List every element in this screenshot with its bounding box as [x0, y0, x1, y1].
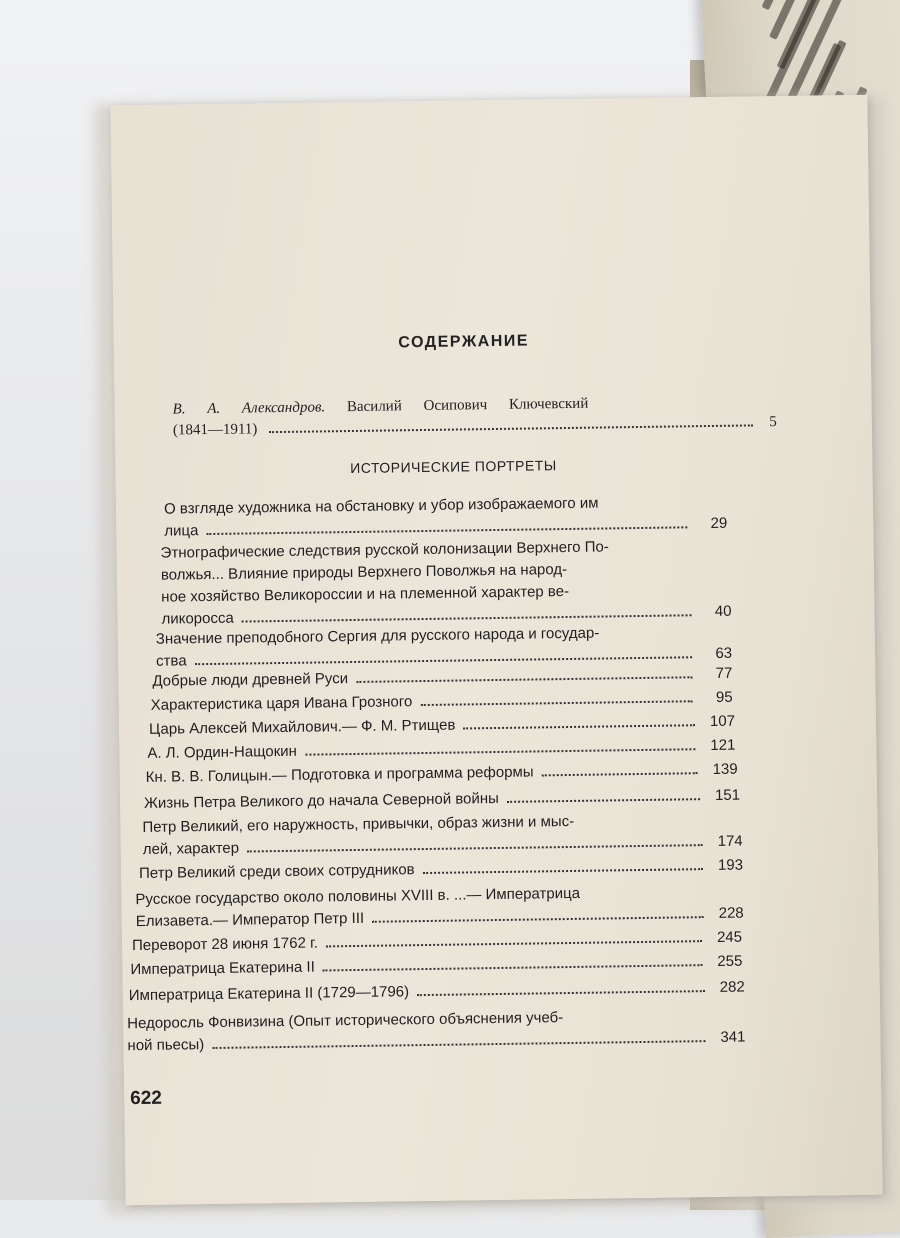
toc-page-number: 151 [714, 786, 741, 804]
intro-title: Василий Осипович Ключевский [346, 395, 589, 416]
toc-page-number: 40 [714, 602, 732, 620]
toc-entry-line: Императрица Екатерина II [130, 958, 315, 979]
dot-leader [463, 724, 695, 729]
intro-author: В. А. Александров. [172, 399, 326, 418]
toc-page-number: 174 [717, 832, 743, 850]
toc-entry [129, 977, 745, 1008]
toc-entry [160, 535, 731, 631]
toc-list [110, 95, 882, 1205]
toc-entry [142, 809, 743, 861]
toc-entry [164, 491, 728, 543]
dot-leader [372, 916, 704, 923]
toc-entry-line: А. Л. Ордин-Нащокин [147, 742, 298, 762]
toc-page-number: 107 [709, 712, 736, 731]
toc-entry-line: Петр Великий, его наружность, привычки, образ жизни и мыс- [142, 812, 575, 836]
folio-page-number: 622 [130, 1087, 163, 1110]
toc-entry-line: ное хозяйство Великороссии и на племенной характер ве- [161, 582, 570, 606]
toc-page-number: 63 [715, 644, 733, 662]
toc-entry-line: Кн. В. В. Голицын.— Подготовка и программа реформы [145, 763, 534, 786]
dot-leader [417, 990, 705, 996]
toc-entry-line: Переворот 28 июня 1762 г. [131, 934, 318, 955]
toc-entry-line: Жизнь Петра Великого до начала Северной войны [143, 789, 500, 812]
intro-page-number: 5 [769, 414, 777, 431]
toc-entry-line: лей, характер [142, 839, 240, 858]
section-heading: ИСТОРИЧЕСКИЕ ПОРТРЕТЫ [350, 457, 557, 477]
toc-entry-line: О взгляде художника на обстановку и убор изображаемого им [163, 494, 599, 518]
dot-leader [247, 844, 703, 852]
toc-page-number: 193 [717, 856, 744, 874]
toc-entry-line: Русское государство около половины XVIII в. ...— Императрица [135, 884, 581, 909]
toc-entry-line: ной пьесы) [127, 1036, 205, 1055]
dot-leader [420, 700, 692, 706]
toc-entry-line: ликоросса [161, 609, 234, 628]
dot-leader [323, 964, 703, 971]
toc-entry [127, 1005, 746, 1058]
book-page [110, 95, 882, 1205]
dot-leader [326, 940, 702, 947]
dot-leader [507, 798, 700, 803]
dot-leader [542, 772, 698, 776]
toc-entry-line: волжья... Влияние природы Верхнего Поволжья на народ- [160, 561, 568, 584]
toc-page-number: 341 [720, 1028, 746, 1046]
toc-page-number: 282 [719, 978, 745, 996]
dot-leader [212, 1040, 705, 1049]
toc-entry-line: Этнографические следствия русской колонизации Верхнего По- [160, 538, 609, 562]
toc-entry-line: Добрые люди древней Руси [152, 670, 349, 690]
toc-entry-line: Петр Великий среди своих сотрудников [138, 861, 415, 883]
dot-leader [305, 748, 695, 755]
toc-page-number: 228 [718, 904, 744, 922]
toc-entry-line: Царь Алексей Михайлович.— Ф. М. Ртищев [148, 716, 456, 738]
intro-dates: (1841—1911) [172, 421, 258, 439]
dot-leader [423, 868, 703, 874]
toc-page-number: 77 [715, 664, 733, 682]
toc-page-number: 245 [716, 928, 743, 946]
toc-entry-line: Значение преподобного Сергия для русского народа и государ- [155, 624, 600, 648]
dot-leader [206, 526, 687, 535]
toc-entry [135, 881, 744, 933]
toc-page-number: 95 [715, 688, 733, 706]
toc-page-number: 29 [710, 514, 728, 532]
toc-page-number: 139 [712, 760, 738, 778]
toc-entry-line: Характеристика царя Ивана Грозного [150, 693, 413, 714]
toc-entry-line: Императрица Екатерина II (1729—1796) [128, 983, 410, 1005]
toc-page-number: 121 [710, 736, 736, 755]
toc-entry-line: лица [164, 522, 199, 540]
toc-entry-line: ства [156, 652, 187, 670]
toc-entry-line: Елизавета.— Император Петр III [135, 909, 365, 931]
toc-entry-line: Недоросль Фонвизина (Опыт исторического объяснения учеб- [127, 1009, 564, 1033]
dot-leader [356, 676, 692, 683]
page-title: СОДЕРЖАНИЕ [398, 332, 530, 352]
toc-page-number: 255 [717, 952, 743, 970]
